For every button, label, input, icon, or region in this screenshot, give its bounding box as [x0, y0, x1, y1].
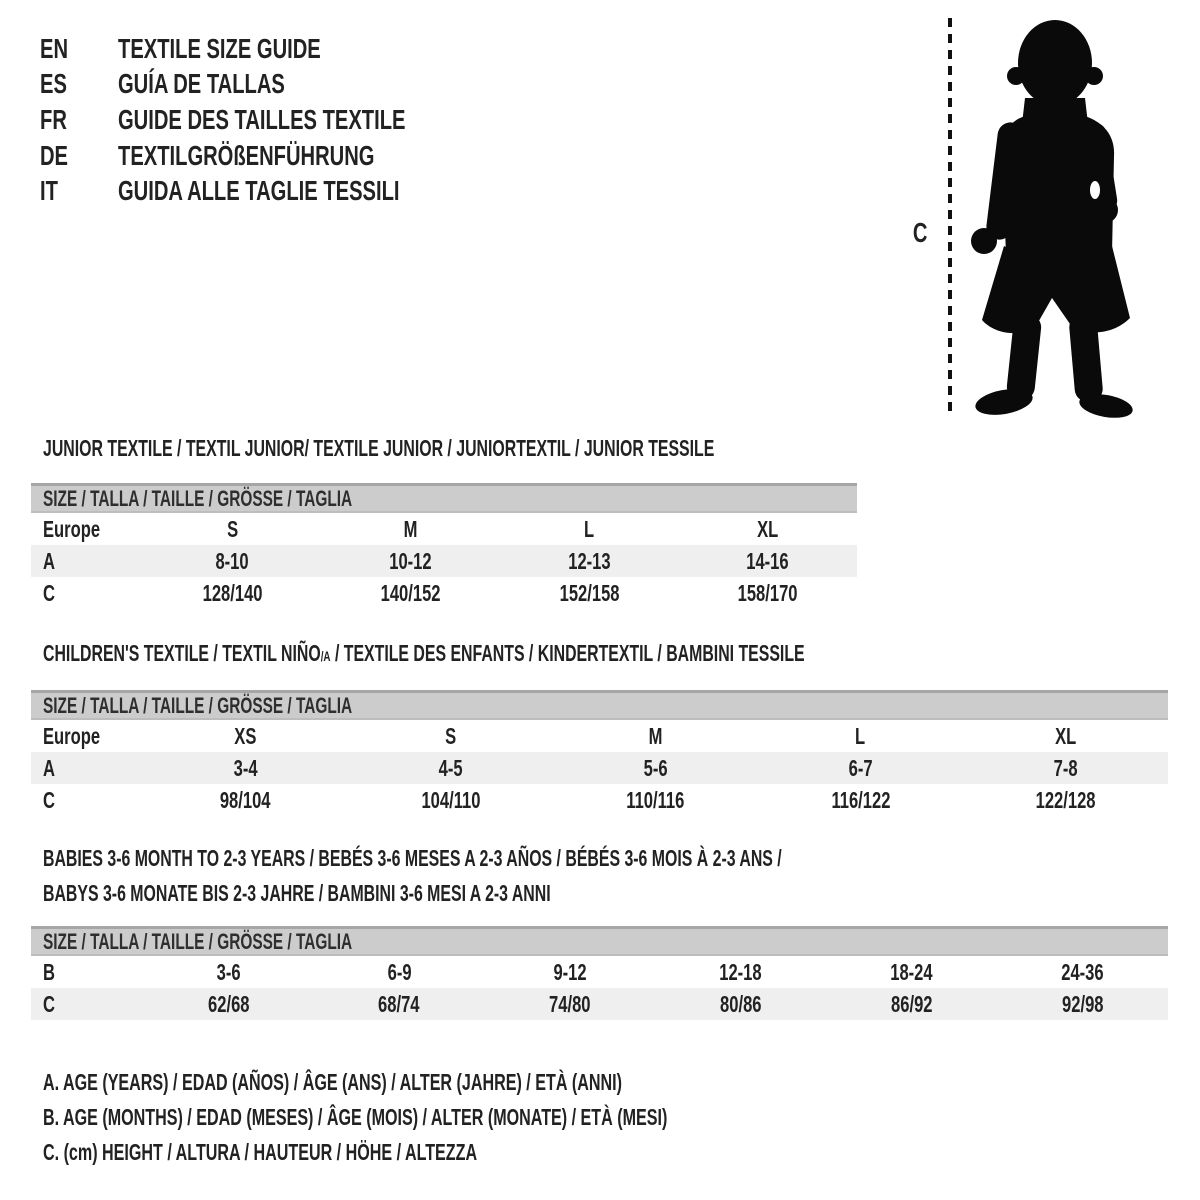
- table-cell: [143, 580, 322, 607]
- nino-a-subscript: /A: [320, 649, 331, 665]
- cell-label: Europe: [43, 515, 101, 542]
- cell-label: C: [43, 579, 55, 606]
- table-row: [31, 752, 1168, 784]
- table-cell: [679, 580, 858, 607]
- cell-label: 18-24: [890, 958, 933, 985]
- table-row: [31, 720, 1168, 752]
- cell-label: 140/152: [380, 579, 441, 606]
- cell-label: 62/68: [207, 990, 250, 1017]
- table-cell: [553, 787, 758, 814]
- table-cell: [31, 516, 143, 543]
- cell-label: 116/122: [831, 786, 890, 813]
- language-row-en: [40, 31, 517, 67]
- cell-label: M: [648, 722, 663, 749]
- table-cell: [31, 580, 143, 607]
- language-row-fr: [40, 102, 517, 138]
- cell-label: S: [226, 515, 238, 542]
- table-row: [31, 784, 1168, 816]
- language-label: GUIDE DES TAILLES TEXTILE: [118, 103, 406, 135]
- junior-size-table: [31, 483, 857, 609]
- junior-section-heading: [43, 437, 1016, 460]
- table-cell: [314, 991, 485, 1018]
- table-cell: [348, 755, 553, 782]
- language-code: EN: [40, 32, 69, 64]
- table-cell: [679, 548, 858, 575]
- cell-label: 110/116: [626, 786, 685, 813]
- cell-label: 12-13: [568, 547, 611, 574]
- cell-label: 152/158: [559, 579, 620, 606]
- cell-label: L: [855, 722, 866, 749]
- cell-label: 10-12: [389, 547, 432, 574]
- cell-label: 24-36: [1061, 958, 1104, 985]
- table-cell: [655, 959, 826, 986]
- table-cell: [143, 787, 348, 814]
- cell-label: XS: [234, 722, 257, 749]
- note-text: A. AGE (YEARS) / EDAD (AÑOS) / ÂGE (ANS) / ALTER (JAHRE) / ETÀ (ANNI): [43, 1069, 623, 1095]
- language-row-es: [40, 67, 517, 103]
- cell-label: XL: [1054, 722, 1077, 749]
- size-header-label: SIZE / TALLA / TAILLE / GRÖSSE / TAGLIA: [43, 485, 353, 511]
- language-label: TEXTILE SIZE GUIDE: [118, 32, 321, 64]
- table-cell: [963, 723, 1168, 750]
- table-cell: [31, 959, 143, 986]
- size-header-bar: [31, 926, 1168, 956]
- cell-label: 3-6: [216, 958, 241, 985]
- language-row-it: [40, 173, 517, 209]
- cell-label: L: [584, 515, 595, 542]
- table-cell: [679, 516, 858, 543]
- size-header-bar: [31, 483, 857, 513]
- table-cell: [826, 991, 997, 1018]
- table-cell: [553, 723, 758, 750]
- cell-label: 122/128: [1035, 786, 1096, 813]
- cell-label: A: [43, 547, 55, 574]
- note-text: C. (cm) HEIGHT / ALTURA / HAUTEUR / HÖHE / ALTEZZA: [43, 1139, 478, 1165]
- cell-label: 92/98: [1061, 990, 1104, 1017]
- table-cell: [348, 723, 553, 750]
- language-code: FR: [40, 103, 67, 135]
- children-section-heading: [43, 642, 1147, 665]
- cell-label: XL: [757, 515, 779, 542]
- table-row: [31, 956, 1168, 988]
- table-cell: [31, 991, 143, 1018]
- table-cell: [997, 959, 1168, 986]
- table-cell: [485, 991, 656, 1018]
- table-cell: [348, 787, 553, 814]
- cell-label: 12-18: [719, 958, 763, 985]
- language-code: IT: [40, 175, 58, 207]
- children-heading-text: CHILDREN'S TEXTILE / TEXTIL NIÑO/A / TEXTILE DES ENFANTS / KINDERTEXTIL / BAMBINI TESSILE: [43, 640, 805, 666]
- table-cell: [553, 755, 758, 782]
- cell-label: 4-5: [438, 754, 463, 781]
- cell-label: 128/140: [202, 579, 263, 606]
- cell-label: 6-9: [387, 958, 412, 985]
- babies-section-heading-line2: [43, 882, 779, 905]
- table-cell: [143, 755, 348, 782]
- table-cell: [963, 755, 1168, 782]
- table-cell: [500, 580, 679, 607]
- table-cell: [758, 755, 963, 782]
- babies-section-heading-line1: [43, 847, 1114, 870]
- table-row: [31, 577, 857, 609]
- table-cell: [314, 959, 485, 986]
- table-cell: [143, 548, 322, 575]
- cell-label: 14-16: [746, 547, 789, 574]
- babies-size-table: [31, 926, 1168, 1020]
- table-row: [31, 513, 857, 545]
- table-cell: [31, 755, 143, 782]
- cell-label: Europe: [43, 722, 101, 749]
- cell-label: 8-10: [215, 547, 249, 574]
- babies-heading-text-line1: BABIES 3-6 MONTH TO 2-3 YEARS / BEBÉS 3-6 MESES A 2-3 AÑOS / BÉBÉS 3-6 MOIS À 2-3 ANS /: [43, 845, 782, 871]
- table-cell: [485, 959, 656, 986]
- junior-heading-text: JUNIOR TEXTILE / TEXTIL JUNIOR/ TEXTILE JUNIOR / JUNIORTEXTIL / JUNIOR TESSILE: [43, 435, 715, 461]
- table-cell: [143, 959, 314, 986]
- toddler-silhouette-icon: [962, 14, 1140, 418]
- cell-label: 7-8: [1053, 754, 1078, 781]
- size-header-label: SIZE / TALLA / TAILLE / GRÖSSE / TAGLIA: [43, 692, 353, 718]
- cell-label: 5-6: [643, 754, 668, 781]
- table-cell: [322, 580, 501, 607]
- cell-label: 74/80: [549, 990, 591, 1017]
- cell-label: C: [43, 786, 55, 813]
- cell-label: 3-4: [233, 754, 258, 781]
- cell-label: 80/86: [720, 990, 762, 1017]
- table-cell: [963, 787, 1168, 814]
- note-height-cm: [43, 1141, 663, 1164]
- note-age-years: [43, 1071, 870, 1094]
- size-header-label: SIZE / TALLA / TAILLE / GRÖSSE / TAGLIA: [43, 928, 353, 954]
- size-header-bar: [31, 690, 1168, 720]
- cell-label: B: [43, 958, 55, 985]
- babies-heading-text-line2: BABYS 3-6 MONATE BIS 2-3 JAHRE / BAMBINI 3-6 MESI A 2-3 ANNI: [43, 880, 551, 906]
- table-cell: [500, 516, 679, 543]
- language-code: ES: [40, 68, 67, 100]
- language-label: TEXTILGRÖßENFÜHRUNG: [118, 139, 375, 171]
- language-code: DE: [40, 139, 69, 171]
- language-label: GUÍA DE TALLAS: [118, 68, 285, 100]
- language-label: GUIDA ALLE TAGLIE TESSILI: [118, 175, 400, 207]
- table-cell: [826, 959, 997, 986]
- table-cell: [143, 991, 314, 1018]
- table-cell: [997, 991, 1168, 1018]
- cell-label: M: [403, 515, 418, 542]
- table-row: [31, 988, 1168, 1020]
- language-legend: [40, 31, 517, 209]
- cell-label: C: [43, 990, 55, 1017]
- table-cell: [655, 991, 826, 1018]
- table-cell: [322, 548, 501, 575]
- table-row: [31, 545, 857, 577]
- note-text: B. AGE (MONTHS) / EDAD (MESES) / ÂGE (MOIS) / ALTER (MONATE) / ETÀ (MESI): [43, 1104, 668, 1130]
- table-cell: [758, 787, 963, 814]
- cell-label: S: [444, 722, 457, 749]
- table-cell: [31, 548, 143, 575]
- cell-label: 9-12: [553, 958, 587, 985]
- language-row-de: [40, 138, 517, 174]
- table-cell: [143, 723, 348, 750]
- table-cell: [143, 516, 322, 543]
- table-cell: [322, 516, 501, 543]
- cell-label: 6-7: [848, 754, 873, 781]
- table-cell: [500, 548, 679, 575]
- table-cell: [31, 723, 143, 750]
- table-cell: [758, 723, 963, 750]
- cell-label: 98/104: [220, 786, 271, 813]
- cell-label: 158/170: [737, 579, 798, 606]
- height-measure-dashed-line: [948, 18, 952, 417]
- cell-label: 68/74: [378, 990, 420, 1017]
- cell-label: 104/110: [421, 786, 480, 813]
- cell-label: 86/92: [890, 990, 933, 1017]
- measure-label-c: C: [912, 217, 928, 248]
- cell-label: A: [43, 754, 55, 781]
- note-age-months: [43, 1106, 935, 1129]
- table-cell: [31, 787, 143, 814]
- children-size-table: [31, 690, 1168, 816]
